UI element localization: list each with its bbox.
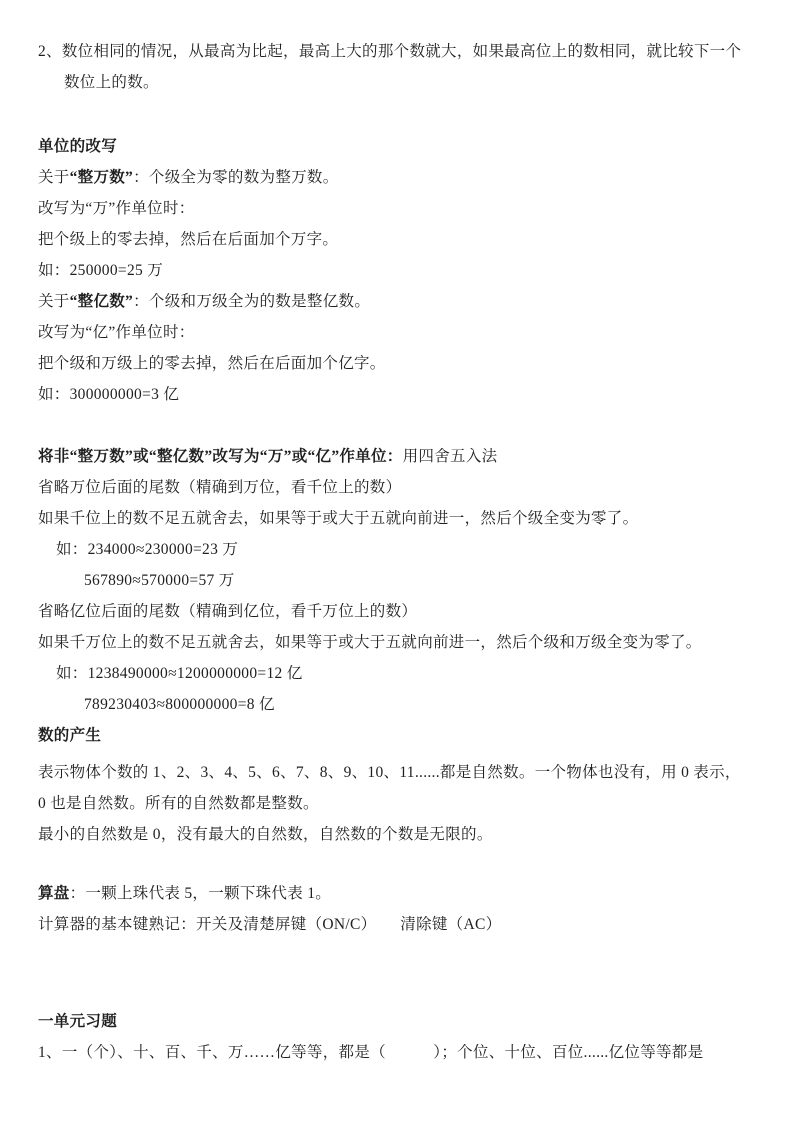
text-run: 如果千位上的数不足五就舍去，如果等于或大于五就向前进一，然后个级全变为零了。: [38, 510, 639, 527]
doc-line: [38, 534, 757, 565]
text-run: 789230403≈800000000=8 亿: [84, 696, 275, 713]
text-run: 如果千万位上的数不足五就舍去，如果等于或大于五就向前进一，然后个级和万级全变为零了。: [38, 634, 702, 651]
doc-line: [38, 757, 757, 788]
doc-line: [38, 162, 757, 193]
text-run: 改写为“亿”作单位时：: [38, 324, 195, 341]
text-run: “整万数”: [69, 169, 134, 186]
text-run: ：一颗上珠代表 5，一颗下珠代表 1。: [69, 885, 332, 902]
doc-line: [38, 36, 757, 67]
doc-line: [38, 596, 757, 627]
text-run: 关于: [38, 293, 70, 310]
doc-heading: [38, 1006, 757, 1037]
text-run: 表示物体个数的 1、2、3、4、5、6、7、8、9、10、11......都是自然数。一个物体也没有，用 0 表示，: [38, 764, 741, 781]
text-run: 数的产生: [38, 727, 102, 744]
doc-line: [38, 658, 757, 689]
doc-line: [38, 909, 757, 940]
text-run: 将非“整万数”或“整亿数”改写为“万”或“亿”作单位：: [38, 448, 403, 465]
text-run: 关于: [38, 169, 70, 186]
doc-line: [38, 627, 757, 658]
text-run: ：个级全为零的数为整万数。: [133, 169, 339, 186]
text-run: 如：250000=25 万: [38, 262, 164, 279]
text-run: 省略万位后面的尾数（精确到万位，看千位上的数）: [38, 479, 402, 496]
doc-line: [38, 348, 757, 379]
doc-line: [38, 819, 757, 850]
text-run: 数位上的数。: [64, 74, 159, 91]
doc-heading: [38, 131, 757, 162]
text-run: 如：1238490000≈1200000000=12 亿: [56, 665, 303, 682]
doc-line: [38, 1037, 757, 1068]
text-run: 用四舍五入法: [402, 448, 498, 465]
doc-line: [38, 503, 757, 534]
text-run: 0 也是自然数。所有的自然数都是整数。: [38, 795, 319, 812]
text-run: 567890≈570000=57 万: [84, 572, 235, 589]
doc-line: [38, 193, 757, 224]
text-run: 如：300000000=3 亿: [38, 386, 180, 403]
text-run: 如：234000≈230000=23 万: [56, 541, 239, 558]
doc-line: [38, 788, 757, 819]
text-run: ：个级和万级全为的数是整亿数。: [133, 293, 371, 310]
text-run: 算盘: [38, 885, 70, 902]
text-run: 计算器的基本键熟记：开关及清楚屏键（ON/C） 清除键（AC）: [38, 916, 502, 933]
doc-line: [38, 286, 757, 317]
text-run: 最小的自然数是 0，没有最大的自然数，自然数的个数是无限的。: [38, 826, 493, 843]
doc-line: [38, 67, 757, 98]
doc-line: [38, 472, 757, 503]
doc-line: [38, 441, 757, 472]
text-run: 2、数位相同的情况，从最高为比起，最高上大的那个数就大，如果最高位上的数相同，就比较下一个: [38, 43, 742, 60]
text-run: 单位的改写: [38, 138, 118, 155]
text-run: 把个级和万级上的零去掉，然后在后面加个亿字。: [38, 355, 386, 372]
doc-line: [38, 317, 757, 348]
doc-line: [38, 379, 757, 410]
text-run: “整亿数”: [69, 293, 134, 310]
doc-line: [38, 224, 757, 255]
text-run: 省略亿位后面的尾数（精确到亿位，看千万位上的数）: [38, 603, 418, 620]
doc-heading: [38, 720, 757, 751]
doc-line: [38, 255, 757, 286]
text-run: 把个级上的零去掉，然后在后面加个万字。: [38, 231, 339, 248]
doc-line: [38, 565, 757, 596]
text-run: 改写为“万”作单位时：: [38, 200, 195, 217]
text-run: 1、一（个）、十、百、千、万……亿等等，都是（ ）；个位、十位、百位......亿位等等都是: [38, 1044, 704, 1061]
doc-line: [38, 689, 757, 720]
text-run: 一单元习题: [38, 1013, 118, 1030]
doc-line: [38, 878, 757, 909]
